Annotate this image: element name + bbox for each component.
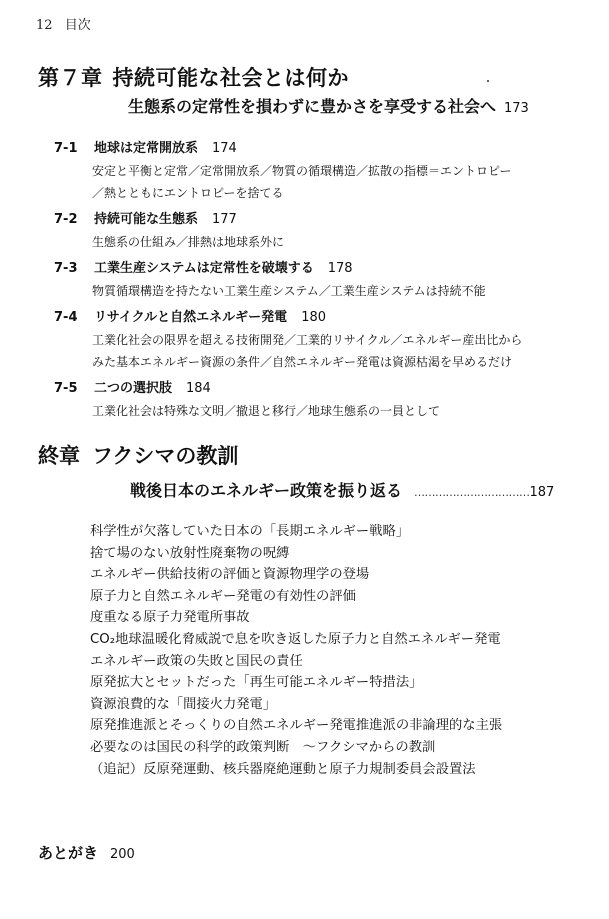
section-heading [54, 258, 594, 280]
section-7-4 [54, 307, 594, 373]
afterword-page: 200 [110, 847, 135, 862]
chapter-7-page: 173 [504, 101, 529, 116]
final-chapter-subtitle: 戦後日本のエネルギー政策を振り返る [130, 481, 403, 500]
section-heading [54, 138, 594, 160]
section-7-1 [54, 138, 594, 204]
topic-item: 度重なる原子力発電所事故 [90, 610, 250, 626]
section-heading [54, 378, 594, 400]
section-heading [54, 209, 594, 231]
afterword-entry [38, 842, 135, 863]
topic-item: 捨て場のない放射性廃棄物の呪縛 [90, 545, 290, 561]
section-page: 184 [186, 381, 211, 396]
section-heading [54, 307, 594, 329]
section-number: 7-2 [54, 212, 78, 227]
chapter-7-sections [54, 138, 594, 427]
section-7-5 [54, 378, 594, 422]
final-chapter-topics [90, 521, 590, 780]
print-speck [487, 80, 489, 82]
section-number: 7-3 [54, 261, 78, 276]
section-7-3 [54, 258, 594, 302]
section-title: 地球は定常開放系 [94, 141, 199, 156]
topic-item: （追記）反原発運動、核兵器廃絶運動と原子力規制委員会設置法 [90, 761, 476, 777]
section-page: 178 [327, 261, 353, 276]
section-page: 177 [212, 212, 237, 227]
topic-item: 原発推進派とそっくりの自然エネルギー発電推進派の非論理的な主張 [90, 718, 503, 734]
section-subtopics: みた基本エネルギー資源の条件／自然エネルギー発電は資源枯渇を早めるだけ [92, 355, 513, 369]
section-number: 7-5 [54, 381, 78, 396]
topic-item: 原子力と自然エネルギー発電の有効性の評価 [90, 588, 356, 604]
section-title: 二つの選択肢 [94, 381, 173, 396]
section-number: 7-1 [54, 141, 78, 156]
topic-item: CO₂地球温暖化脅威説で息を吹き返した原子力と自然エネルギー発電 [90, 631, 501, 647]
section-page: 180 [301, 310, 327, 325]
section-subtopics: 生態系の仕組み／排熱は地球系外に [92, 235, 285, 249]
final-chapter-subtitle-line [130, 478, 580, 501]
chapter-7-title [38, 62, 349, 92]
section-title: 持続可能な生態系 [94, 212, 199, 227]
section-subtopics: 工業化社会は特殊な文明／撤退と移行／地球生態系の一員として [92, 404, 441, 418]
section-page: 174 [212, 141, 237, 156]
afterword-title: あとがき [38, 844, 99, 862]
final-chapter-title [38, 440, 238, 470]
final-chapter-page: 187 [529, 485, 555, 500]
section-title: リサイクルと自然エネルギー発電 [94, 310, 288, 325]
chapter-7-subtitle: 生態系の定常性を損わずに豊かさを享受する社会へ [128, 97, 497, 116]
running-head [36, 14, 91, 33]
final-chapter-title-text: フクシマの教訓 [92, 444, 239, 468]
topic-item: 必要なのは国民の科学的政策判断 ～フクシマからの教訓 [90, 739, 436, 755]
page-number: 12 [36, 18, 53, 33]
section-title: 工業生産システムは定常性を破壊する [94, 261, 314, 276]
section-subtopics: 物質循環構造を持たない工業生産システム／工業生産システムは持続不能 [92, 284, 486, 298]
chapter-7-number: 第７章 [38, 66, 103, 90]
topic-item: 科学性が欠落していた日本の「長期エネルギー戦略」 [90, 524, 410, 539]
topic-item: 原発拡大とセットだった「再生可能エネルギー特措法」 [90, 675, 423, 691]
topic-item: エネルギー供給技術の評価と資源物理学の登場 [90, 567, 370, 583]
section-subtopics: 工業化社会の限界を超える技術開発／工業的リサイクル／エネルギー産出比から [92, 333, 523, 347]
final-chapter-number: 終章 [38, 444, 80, 468]
section-subtopics: ／熱とともにエントロピーを捨てる [92, 186, 284, 200]
section-subtopics: 安定と平衡と定常／定常開放系／物質の循環構造／拡散の指標＝エントロピー [92, 164, 512, 178]
section-number: 7-4 [54, 310, 78, 325]
topic-item: エネルギー政策の失敗と国民の責任 [90, 653, 303, 669]
section-7-2 [54, 209, 594, 253]
dot-leader: …………………………… [414, 486, 530, 499]
topic-item: 資源浪費的な「間接火力発電」 [90, 696, 277, 712]
header-label: 目次 [64, 18, 91, 33]
chapter-7-title-text: 持続可能な社会とは何か [112, 66, 349, 90]
chapter-7-subtitle-line [128, 94, 529, 117]
